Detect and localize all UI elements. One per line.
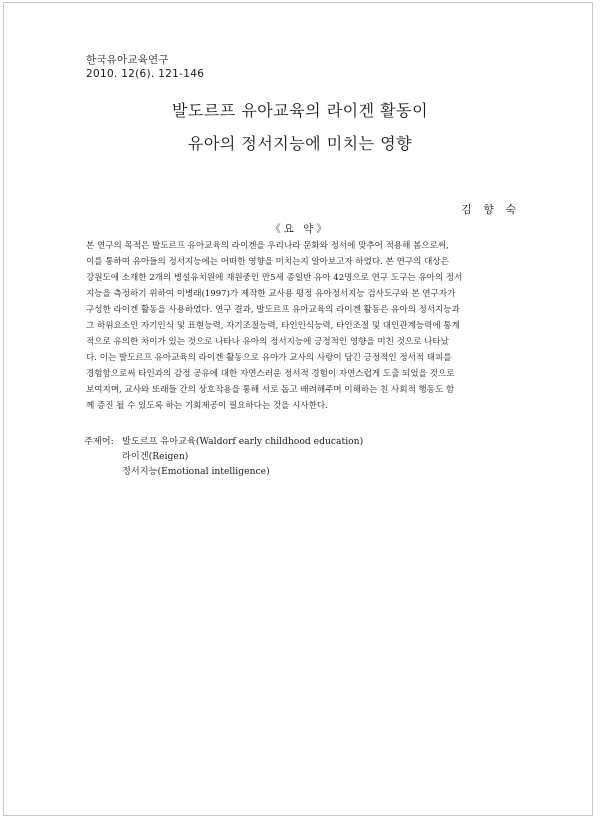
keyword-item: 발도르프 유아교육(Waldorf early childhood education)	[122, 436, 364, 447]
abstract-line: 그 하위요소인 자기인식 및 표현능력, 자기조절능력, 타인인식능력, 타인조절 및 대인관계능력에 통계	[86, 321, 460, 331]
keyword-item: 정서지능(Emotional intelligence)	[122, 466, 270, 477]
journal-name: 한국유아교육연구	[86, 54, 169, 66]
abstract-line: 다. 이는 발도르프 유아교육의 라이겐 활동으로 유아가 교사의 사랑이 담긴 긍정적인 정서적 태피를	[86, 353, 452, 363]
paper-title-line-2: 유아의 정서지능에 미치는 영향	[187, 134, 413, 153]
abstract-body	[86, 238, 520, 414]
keyword-row	[84, 449, 363, 464]
keyword-row	[84, 464, 363, 479]
journal-issue-info: 2010. 12(6). 121-146	[86, 68, 205, 80]
abstract-line: 지능을 측정하기 위하여 이병래(1997)가 제작한 교사용 평정 유아정서지능 검사도구와 본 연구자가	[86, 289, 456, 299]
abstract-line: 경험함으로써 타인과의 감정 공유에 대한 자연스러운 정서적 경험이 자연스럽게 도출 되었을 것으로	[86, 369, 455, 379]
keyword-item: 라이겐(Reigen)	[122, 451, 189, 462]
abstract-line: 께 증진 될 수 있도록 하는 기회제공이 필요하다는 것을 시사한다.	[86, 401, 328, 411]
abstract-line: 보여지며, 교사와 또래들 간의 상호작용을 통해 서로 돕고 배려해주며 이해하는 친 사회적 행동도 함	[86, 385, 455, 395]
author-name: 김 향 숙	[461, 203, 520, 216]
keyword-row	[84, 434, 363, 449]
keywords-section	[84, 434, 363, 479]
abstract-line: 강원도에 소재한 2개의 병설유치원에 재원중인 만5세 종일반 유아 42명으로 연구 도구는 유아의 정서	[86, 273, 463, 283]
abstract-heading: 《요 약》	[270, 223, 330, 235]
abstract-line: 구성한 라이겐 활동을 사용하였다. 연구 결과, 발도르프 유아교육의 라이겐 활동은 유아의 정서지능과	[86, 305, 460, 315]
abstract-line: 적으로 유의한 차이가 있는 것으로 나타나 유아의 정서지능에 긍정적인 영향을 미친 것으로 나타났	[86, 337, 449, 347]
keywords-label: 주제어:	[84, 436, 114, 447]
abstract-line: 이를 통하여 유아들의 정서지능에는 어떠한 영향을 미치는지 알아보고자 하였다. 본 연구의 대상은	[86, 257, 449, 267]
paper-title-line-1: 발도르프 유아교육의 라이겐 활동이	[171, 101, 429, 120]
abstract-line: 본 연구의 목적은 발도르프 유아교육의 라이겐을 우리나라 문화와 정서에 맞추어 적용해 봄으로써,	[86, 241, 449, 251]
